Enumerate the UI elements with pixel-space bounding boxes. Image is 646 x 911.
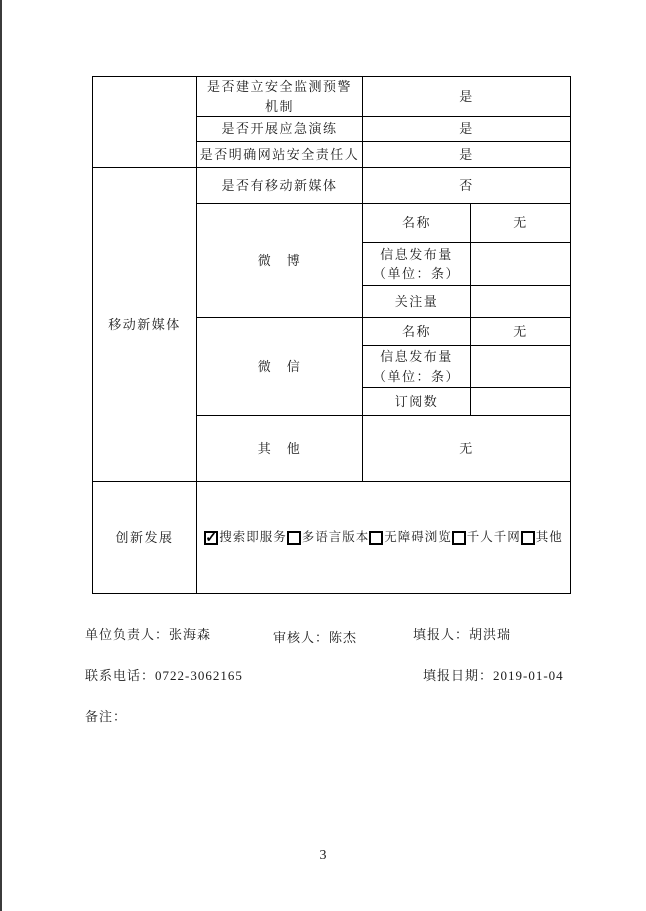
page-edge-scan-line (0, 0, 2, 911)
innovation-option-1 (287, 528, 370, 547)
phone-value: 0722-3062165 (155, 668, 243, 683)
innovation-checkbox-0 (204, 531, 218, 545)
cell-weibo-name-label: 名称 (363, 204, 471, 243)
reviewer-label: 审核人： (273, 630, 330, 645)
filler-label: 填报人： (413, 627, 470, 642)
remarks-label: 备注： (85, 709, 128, 724)
innovation-option-label-2: 无障碍浏览 (384, 530, 452, 545)
fill-date-label: 填报日期： (423, 668, 494, 683)
unit-head-value: 张海森 (169, 627, 212, 642)
reviewer-field (273, 627, 357, 646)
innovation-option-3 (452, 528, 521, 547)
cell-has-mobile-label: 是否有移动新媒体 (197, 168, 363, 204)
cell-other-media-value: 无 (363, 416, 571, 482)
innovation-checkbox-3 (452, 531, 466, 545)
wechat-posts-label-line2: （单位：条） (372, 368, 460, 384)
innovation-checkbox-row (204, 528, 563, 547)
cell-weibo-followers-value (471, 286, 571, 318)
page-number: 3 (319, 848, 327, 863)
innovation-option-label-4: 其他 (535, 530, 563, 545)
cell-wechat-label: 微 信 (197, 318, 363, 416)
innovation-option-label-1: 多语言版本 (301, 530, 370, 545)
cell-security-q3-label: 是否明确网站安全责任人 (197, 142, 363, 168)
unit-head-field (85, 624, 211, 643)
report-table (92, 76, 571, 594)
cell-wechat-subscribers-value (471, 388, 571, 416)
filler-field (413, 624, 511, 643)
cell-security-q3-value: 是 (363, 142, 571, 168)
innovation-checkbox-1 (287, 531, 301, 545)
cell-innovation-options (197, 482, 571, 594)
filler-value: 胡洪瑞 (469, 627, 512, 642)
cell-security-q2-label: 是否开展应急演练 (197, 117, 363, 142)
innovation-option-label-3: 千人千网 (466, 530, 521, 545)
security-q1-label-line1: 是否建立安全监测预警 (206, 79, 352, 94)
cell-wechat-subscribers-label: 订阅数 (363, 388, 471, 416)
cell-has-mobile-value: 否 (363, 168, 571, 204)
cell-wechat-name-label: 名称 (363, 318, 471, 346)
fill-date-value: 2019-01-04 (493, 668, 564, 683)
cell-security-q1-label (197, 77, 363, 117)
innovation-option-4 (521, 528, 563, 547)
innovation-option-label-0: 搜索即服务 (219, 530, 287, 545)
phone-label: 联系电话： (85, 668, 156, 683)
cell-innovation-section-label: 创新发展 (93, 482, 197, 594)
security-q1-label-line2: 机制 (264, 98, 294, 114)
cell-security-q1-value: 是 (363, 77, 571, 117)
weibo-posts-label-line2: （单位：条） (372, 266, 460, 281)
reviewer-value: 陈杰 (329, 630, 358, 645)
cell-weibo-followers-label: 关注量 (363, 286, 471, 318)
cell-weibo-label: 微 博 (197, 204, 363, 318)
wechat-posts-label-line1: 信息发布量 (380, 349, 453, 364)
innovation-option-2 (369, 528, 452, 547)
cell-prev-section-continuation (93, 77, 197, 168)
cell-security-q2-value: 是 (363, 117, 571, 142)
cell-weibo-posts-value (471, 243, 571, 286)
innovation-option-0 (204, 528, 287, 547)
cell-other-media-label: 其 他 (197, 416, 363, 482)
unit-head-label: 单位负责人： (85, 627, 170, 642)
cell-weibo-name-value: 无 (471, 204, 571, 243)
cell-mobile-media-section-label: 移动新媒体 (93, 168, 197, 482)
cell-wechat-posts-label (363, 346, 471, 388)
cell-wechat-posts-value (471, 346, 571, 388)
fill-date-field (423, 665, 564, 684)
cell-weibo-posts-label (363, 243, 471, 286)
cell-wechat-name-value: 无 (471, 318, 571, 346)
innovation-checkbox-4 (521, 531, 535, 545)
phone-field (85, 665, 243, 684)
innovation-checkbox-2 (369, 531, 383, 545)
remarks-field (85, 706, 127, 725)
weibo-posts-label-line1: 信息发布量 (380, 246, 453, 262)
